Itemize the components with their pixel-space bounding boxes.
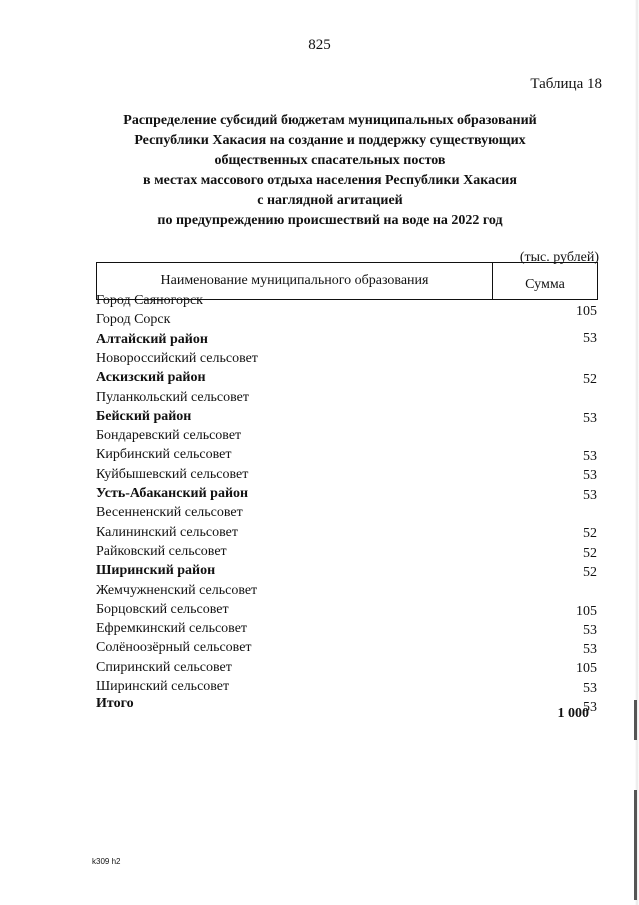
sum-value: 53 — [583, 680, 597, 696]
municipality-name: Солёноозёрный сельсовет — [96, 640, 252, 656]
municipality-name: Бондаревский сельсовет — [96, 428, 242, 444]
title-line: в местах массового отдыха населения Республики Хакасия — [143, 173, 517, 188]
district-name: Усть-Абаканский район — [96, 486, 249, 501]
title-line: общественных спасательных постов — [214, 153, 446, 168]
sum-value: 53 — [583, 410, 597, 426]
municipality-name: Калининский сельсовет — [96, 524, 238, 540]
municipality-name: Ефремкинский сельсовет — [96, 621, 248, 637]
sum-value: 105 — [576, 304, 597, 319]
scan-mark — [634, 700, 637, 740]
header-name-cell: Наименование муниципального образования — [160, 273, 429, 288]
sum-value: 52 — [583, 371, 597, 387]
title-line: Республики Хакасия на создание и поддержку существующих — [134, 133, 526, 148]
total-label: Итого — [96, 696, 134, 711]
footer-code: k309 h2 — [92, 857, 121, 866]
units-label: (тыс. рублей) — [519, 250, 599, 265]
municipality-name: Борцовский сельсовет — [96, 601, 229, 617]
municipality-name: Новороссийский сельсовет — [96, 350, 258, 366]
sum-value: 53 — [583, 642, 597, 658]
municipality-name: Ширинский сельсовет — [96, 679, 230, 694]
sum-value: 53 — [583, 700, 597, 715]
table-label: Таблица 18 — [530, 76, 602, 92]
sum-value: 53 — [583, 487, 597, 503]
municipality-name: Куйбышевский сельсовет — [96, 466, 249, 482]
title-line: Распределение субсидий бюджетам муниципальных образований — [123, 113, 537, 128]
sum-value: 53 — [583, 449, 597, 465]
municipality-name: Райковский сельсовет — [96, 543, 227, 559]
district-name: Ширинский район — [96, 563, 216, 579]
municipality-name: Спиринский сельсовет — [96, 659, 232, 675]
district-name: Аскизский район — [96, 370, 206, 386]
municipality-name: Город Сорск — [96, 312, 171, 328]
sum-value: 53 — [583, 622, 597, 638]
municipality-name: Город Саяногорск — [96, 293, 203, 308]
municipality-name: Весенненский сельсовет — [96, 505, 243, 521]
document-title — [80, 111, 580, 231]
total-value: 1 000 — [557, 706, 589, 721]
scan-mark — [634, 790, 637, 900]
title-line: по предупреждению происшествий на воде на 2022 год — [157, 213, 503, 228]
sum-value: 52 — [583, 545, 597, 561]
header-sum-cell: Сумма — [525, 277, 565, 292]
municipality-name: Жемчужненский сельсовет — [96, 582, 258, 598]
sum-value: 52 — [583, 564, 597, 580]
title-line: с наглядной агитацией — [257, 193, 403, 208]
page-number: 825 — [308, 37, 331, 53]
municipality-name: Пуланкольский сельсовет — [96, 389, 250, 405]
sum-value: 53 — [583, 468, 597, 484]
district-name: Бейский район — [96, 408, 192, 424]
sum-value: 52 — [583, 526, 597, 542]
sum-value: 105 — [576, 661, 597, 677]
municipality-name: Кирбинский сельсовет — [96, 447, 232, 463]
scan-edge — [635, 0, 639, 905]
district-name: Алтайский район — [96, 331, 208, 347]
sum-value: 105 — [576, 603, 597, 619]
sum-value: 53 — [583, 331, 597, 347]
